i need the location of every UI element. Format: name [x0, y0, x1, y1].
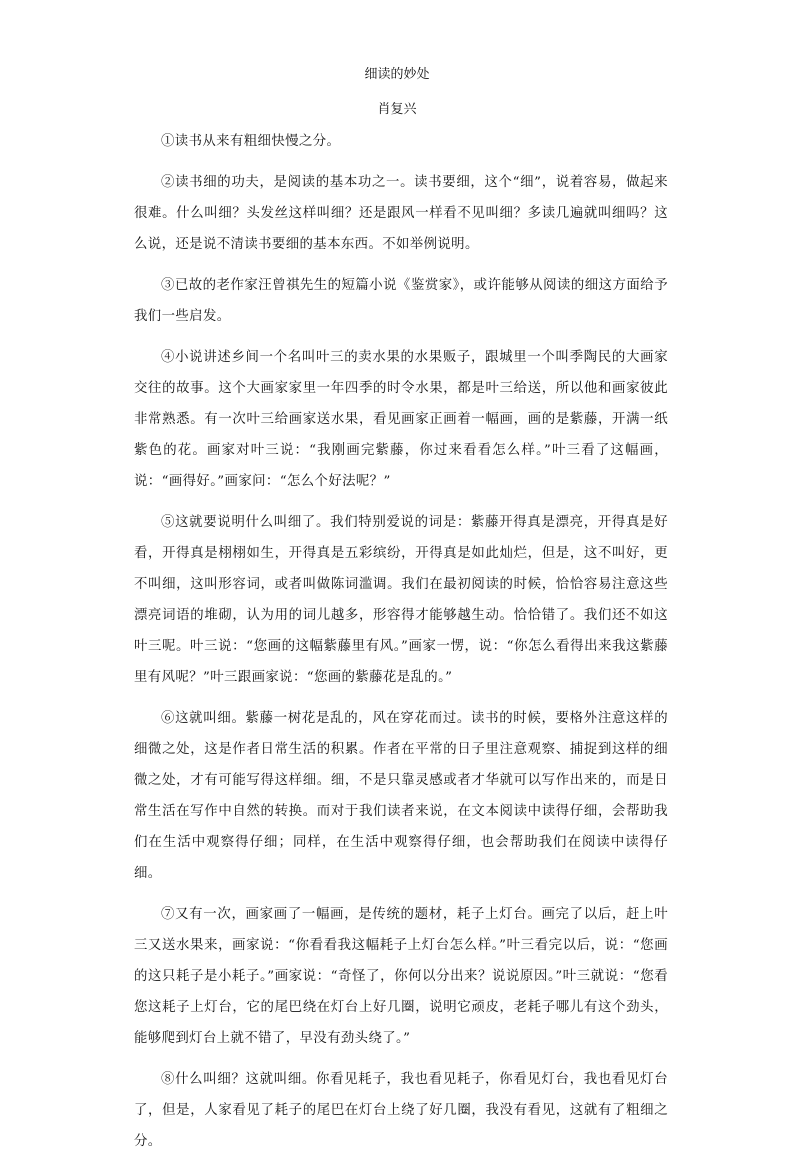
paragraph-1: ①读书从来有粗细快慢之分。: [161, 134, 341, 149]
article-title: 细读的妙处: [364, 67, 430, 82]
paragraph-8: ⑧什么叫细？这就叫细。你看见耗子，我也看见耗子，你看见灯台，我也看见灯台了，但是，人家看见了耗子的尾巴在灯台上绕了好几圈，我没有看见，这就有了粗细之分。: [134, 1072, 668, 1149]
article-body: [134, 126, 668, 1167]
paragraph-3: ③已故的老作家汪曾祺先生的短篇小说《鉴赏家》，或许能够从阅读的细这方面给予我们一些启发。: [134, 278, 668, 324]
paragraph-6: ⑥这就叫细。紫藤一树花是乱的，风在穿花而过。读书的时候，要格外注意这样的细微之处，这是作者日常生活的积累。作者在平常的日子里注意观察、捕捉到这样的细微之处，才有可能写得这样细。细，不是只靠灵感或者才华就可以写作出来的，而是日常生活在写作中自然的转换。而对于我们读者来说，在文本阅读中读得仔细，会帮助我们在生活中观察得仔细；同样，在生活中观察得仔细，也会帮助我们在阅读中读得仔细。: [134, 711, 668, 881]
paragraph-2: ②读书细的功夫，是阅读的基本功之一。读书要细，这个“细”，说着容易，做起来很难。什么叫细？头发丝这样叫细？还是跟风一样看不见叫细？多读几遍就叫细吗？这么说，还是说不清读书要细的基本东西。不如举例说明。: [134, 175, 668, 252]
article-author: 肖复兴: [377, 102, 417, 117]
paragraph-4: ④小说讲述乡间一个名叫叶三的卖水果的水果贩子，跟城里一个叫季陶民的大画家交往的故事。这个大画家家里一年四季的时令水果，都是叶三给送，所以他和画家彼此非常熟悉。有一次叶三给画家送水果，看见画家正画着一幅画，画的是紫藤，开满一纸紫色的花。画家对叶三说：“我刚画完紫藤，你过来看看怎么样。”叶三看了这幅画，说：“画得好。”画家问：“怎么个好法呢？”: [134, 350, 668, 489]
paragraph-7: ⑦又有一次，画家画了一幅画，是传统的题材，耗子上灯台。画完了以后，赶上叶三又送水果来，画家说：“你看看我这幅耗子上灯台怎么样。”叶三看完以后，说：“您画的这只耗子是小耗子。”画家说：“奇怪了，你何以分出来？说说原因。”叶三就说：“您看您这耗子上灯台，它的尾巴绕在灯台上好几圈，说明它顽皮，老耗子哪儿有这个劲头，能够爬到灯台上就不错了，早没有劲头绕了。”: [134, 907, 668, 1046]
paragraph-5: ⑤这就要说明什么叫细了。我们特别爱说的词是：紫藤开得真是漂亮，开得真是好看，开得真是栩栩如生，开得真是五彩缤纷，开得真是如此灿烂，但是，这不叫好，更不叫细，这叫形容词，或者叫做陈词滥调。我们在最初阅读的时候，恰恰容易注意这些漂亮词语的堆砌，认为用的词儿越多，形容得才能够越生动。恰恰错了。我们还不如这叶三呢。叶三说：“您画的这幅紫藤里有风。”画家一愣，说：“你怎么看得出来我这紫藤里有风呢？”叶三跟画家说：“您画的紫藤花是乱的。”: [134, 515, 668, 685]
